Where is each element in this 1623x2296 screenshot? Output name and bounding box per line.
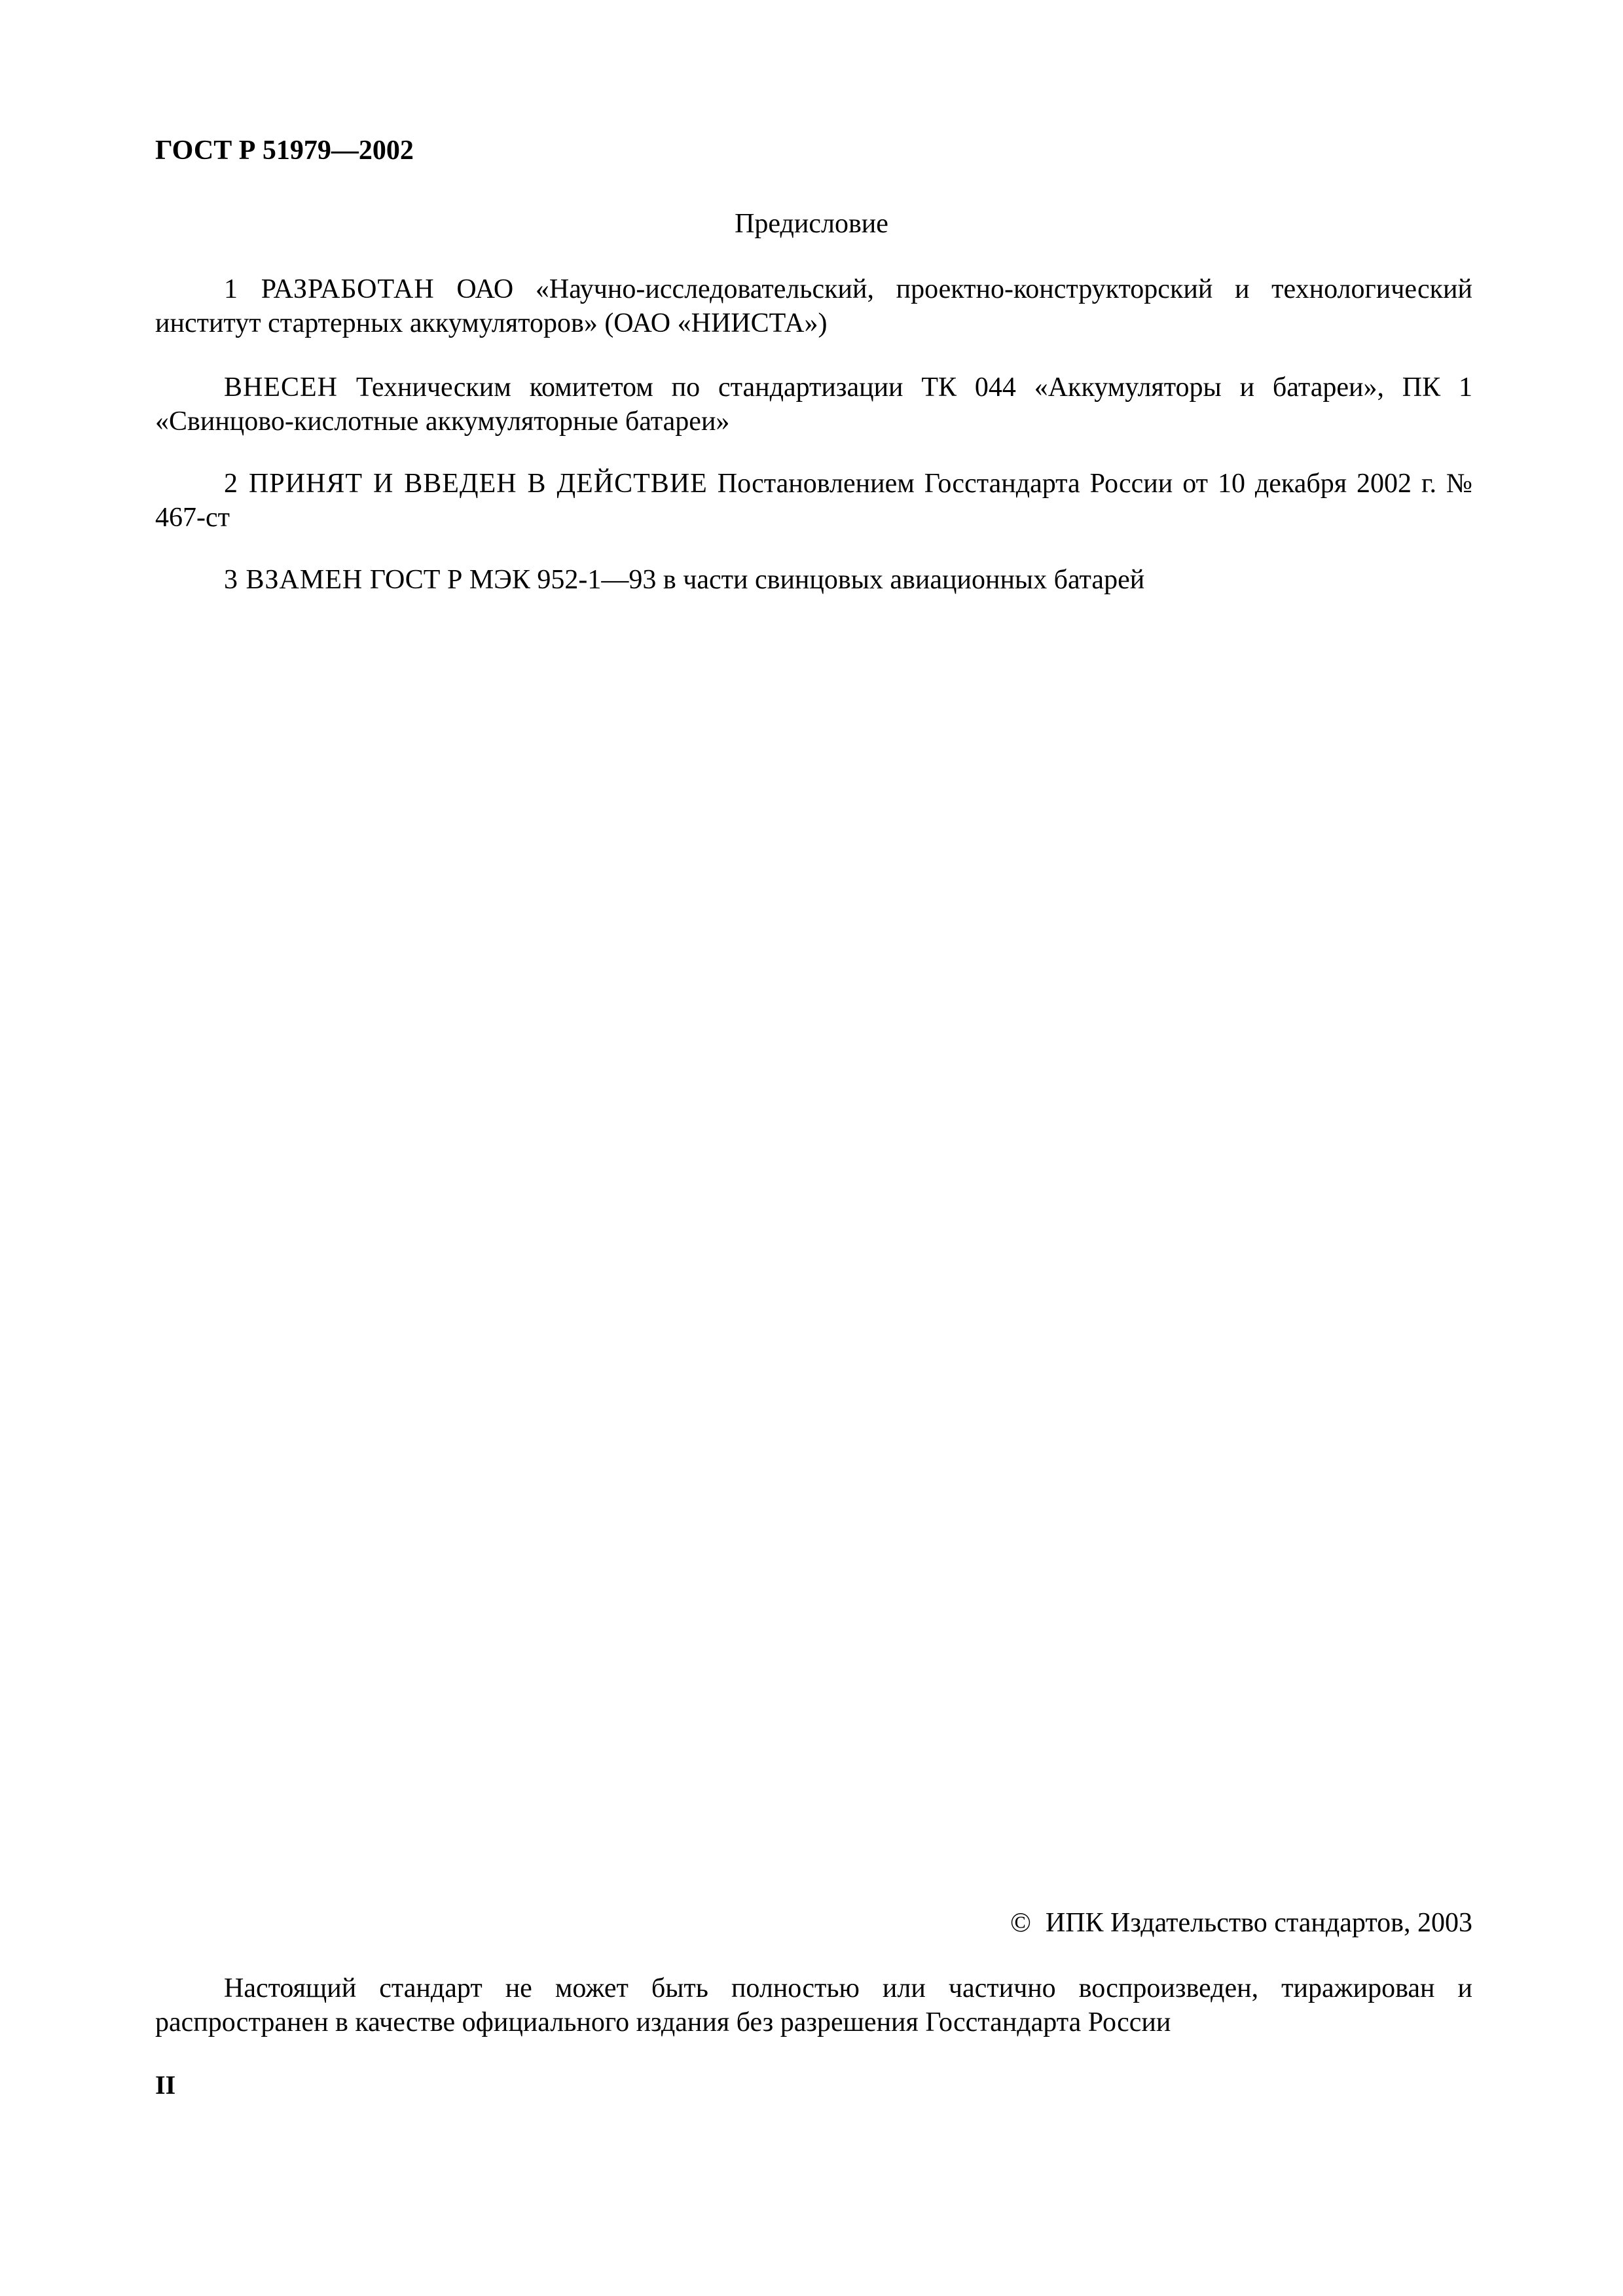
preface-item-adopted xyxy=(155,467,1472,535)
paragraph-text: ГОСТ Р МЭК 952-1—93 в части свинцовых авиационных батарей xyxy=(363,565,1145,595)
paragraph-text: Постановлением Госстандарта России от 10 декабря 2002 г. № 467-ст xyxy=(155,469,1472,533)
preface-item-replaces xyxy=(155,563,1472,597)
document-code: ГОСТ Р 51979—2002 xyxy=(155,135,414,166)
paragraph-lead: 1 РАЗРАБОТАН xyxy=(224,274,435,304)
paragraph-lead: 3 ВЗАМЕН xyxy=(224,565,363,595)
section-title: Предисловие xyxy=(735,209,888,239)
preface-item-submitted xyxy=(155,370,1472,439)
paragraph-lead: 2 ПРИНЯТ И ВВЕДЕН В ДЕЙСТВИЕ xyxy=(224,469,708,499)
reproduction-notice: Настоящий стандарт не может быть полностью или частично воспроизведен, тиражирован и распространен в качестве официального издания без разрешения Госстандарта России xyxy=(155,1973,1472,2037)
preface-item-developed xyxy=(155,272,1472,340)
copyright-text: ИПК Издательство стандартов, 2003 xyxy=(1045,1908,1472,1938)
paragraph-text: ОАО «Научно-исследовательский, проектно-конструкторский и технологический институт стартерных аккумуляторов» (ОАО «НИИСТА») xyxy=(155,274,1473,338)
paragraph-text: Техническим комитетом по стандартизации ТК 044 «Аккумуляторы и батареи», ПК 1 «Свинцово-кислотные аккумуляторные батареи» xyxy=(155,372,1472,437)
page-number: II xyxy=(155,2070,176,2100)
copyright-icon: © xyxy=(1010,1908,1031,1938)
paragraph-lead: ВНЕСЕН xyxy=(224,372,338,403)
copyright-line xyxy=(1010,1907,1472,1939)
